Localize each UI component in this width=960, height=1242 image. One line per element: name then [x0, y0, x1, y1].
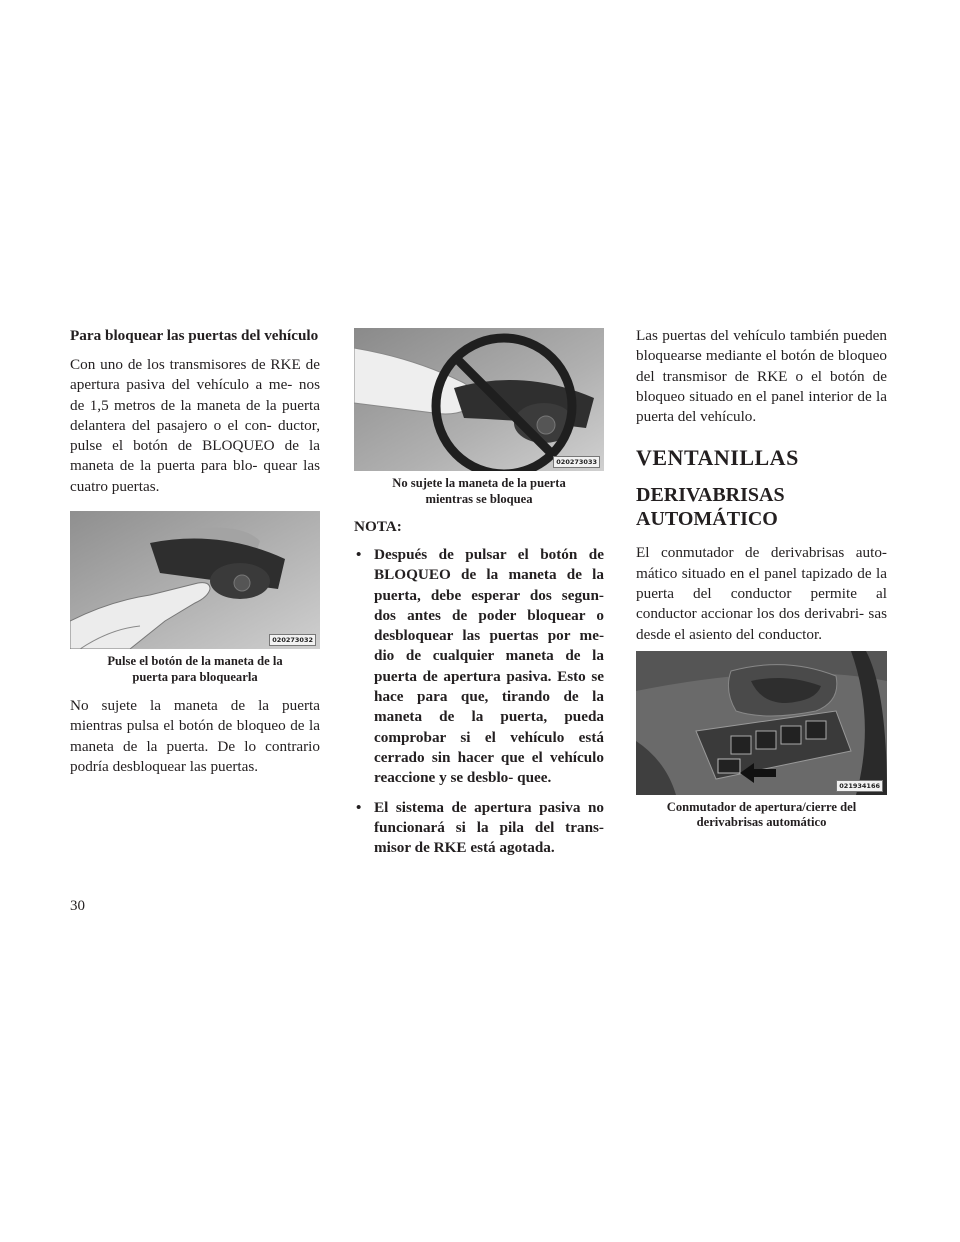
door-panel-switch-illustration: [636, 651, 887, 795]
no-hold-handle-illustration: [354, 328, 604, 471]
figure-press-button: [70, 511, 320, 649]
page-number: 30: [70, 898, 85, 914]
subsection-title-vent-windows: DERIVABRISAS AUTOMÁTICO: [636, 484, 785, 531]
section-title-windows: VENTANILLAS: [636, 445, 799, 471]
bullet-icon: •: [356, 798, 362, 816]
column-left: [70, 326, 320, 777]
section-heading-lock-doors: Para bloquear las puertas del vehículo: [70, 327, 319, 344]
figure-vent-switch: [636, 651, 887, 795]
lock-alternatives-paragraph: Las puertas del vehículo también pueden bloquearse mediante el botón de bloqueo del transmisor de RKE o el botón de bloqueo situado en el panel interior de la puerta del vehículo.: [636, 327, 887, 426]
column-right: [636, 326, 887, 831]
figure-code: 020273033: [553, 456, 600, 468]
figure-code: 020273032: [269, 634, 316, 646]
note-label: NOTA:: [354, 518, 402, 535]
figure-caption: Pulse el botón de la maneta de la puerta para bloquearla: [107, 654, 283, 684]
column-middle: [354, 328, 604, 858]
vent-switch-paragraph: El conmutador de derivabrisas auto- mático situado en el panel tapizado de la puerta del conductor permite al conductor accionar los dos derivabri- sas desde el asiento del conductor.: [636, 544, 887, 643]
figure-caption: No sujete la maneta de la puerta mientras se bloquea: [392, 476, 566, 506]
door-handle-press-illustration: [70, 511, 320, 649]
lock-instructions-paragraph: Con uno de los transmisores de RKE de apertura pasiva del vehículo a me- nos de 1,5 metros de la maneta de la puerta delantera del pasajero o el con- ductor, pulse el botón de BLOQUEO de la maneta de la puerta para blo- quear las cuatro puertas.: [70, 356, 320, 495]
warning-paragraph: No sujete la maneta de la puerta mientras pulsa el botón de bloqueo de la maneta de la puerta. De lo contrario podría desbloquear las puertas.: [70, 697, 320, 775]
figure-caption: Conmutador de apertura/cierre del derivabrisas automático: [666, 799, 857, 830]
figure-do-not-hold: [354, 328, 604, 471]
figure-code: 021934166: [836, 780, 883, 792]
note-bullet-item: • Después de pulsar el botón de BLOQUEO de la maneta de la puerta, debe esperar dos segun- dos antes de poder bloquear o desbloquear las puertas por me- dio de cualquier maneta de la puerta de apertura pasiva. Esto se hace para que, tirando de la maneta de la puerta, pueda comprobar si el vehículo está cerrado sin hacer que el vehículo reaccione y se desblo- quee.: [356, 546, 604, 787]
note-bullet-list: [354, 545, 604, 858]
note-bullet-item: • El sistema de apertura pasiva no funcionará si la pila del trans- misor de RKE está agotada.: [356, 798, 604, 857]
bullet-icon: •: [356, 546, 362, 563]
